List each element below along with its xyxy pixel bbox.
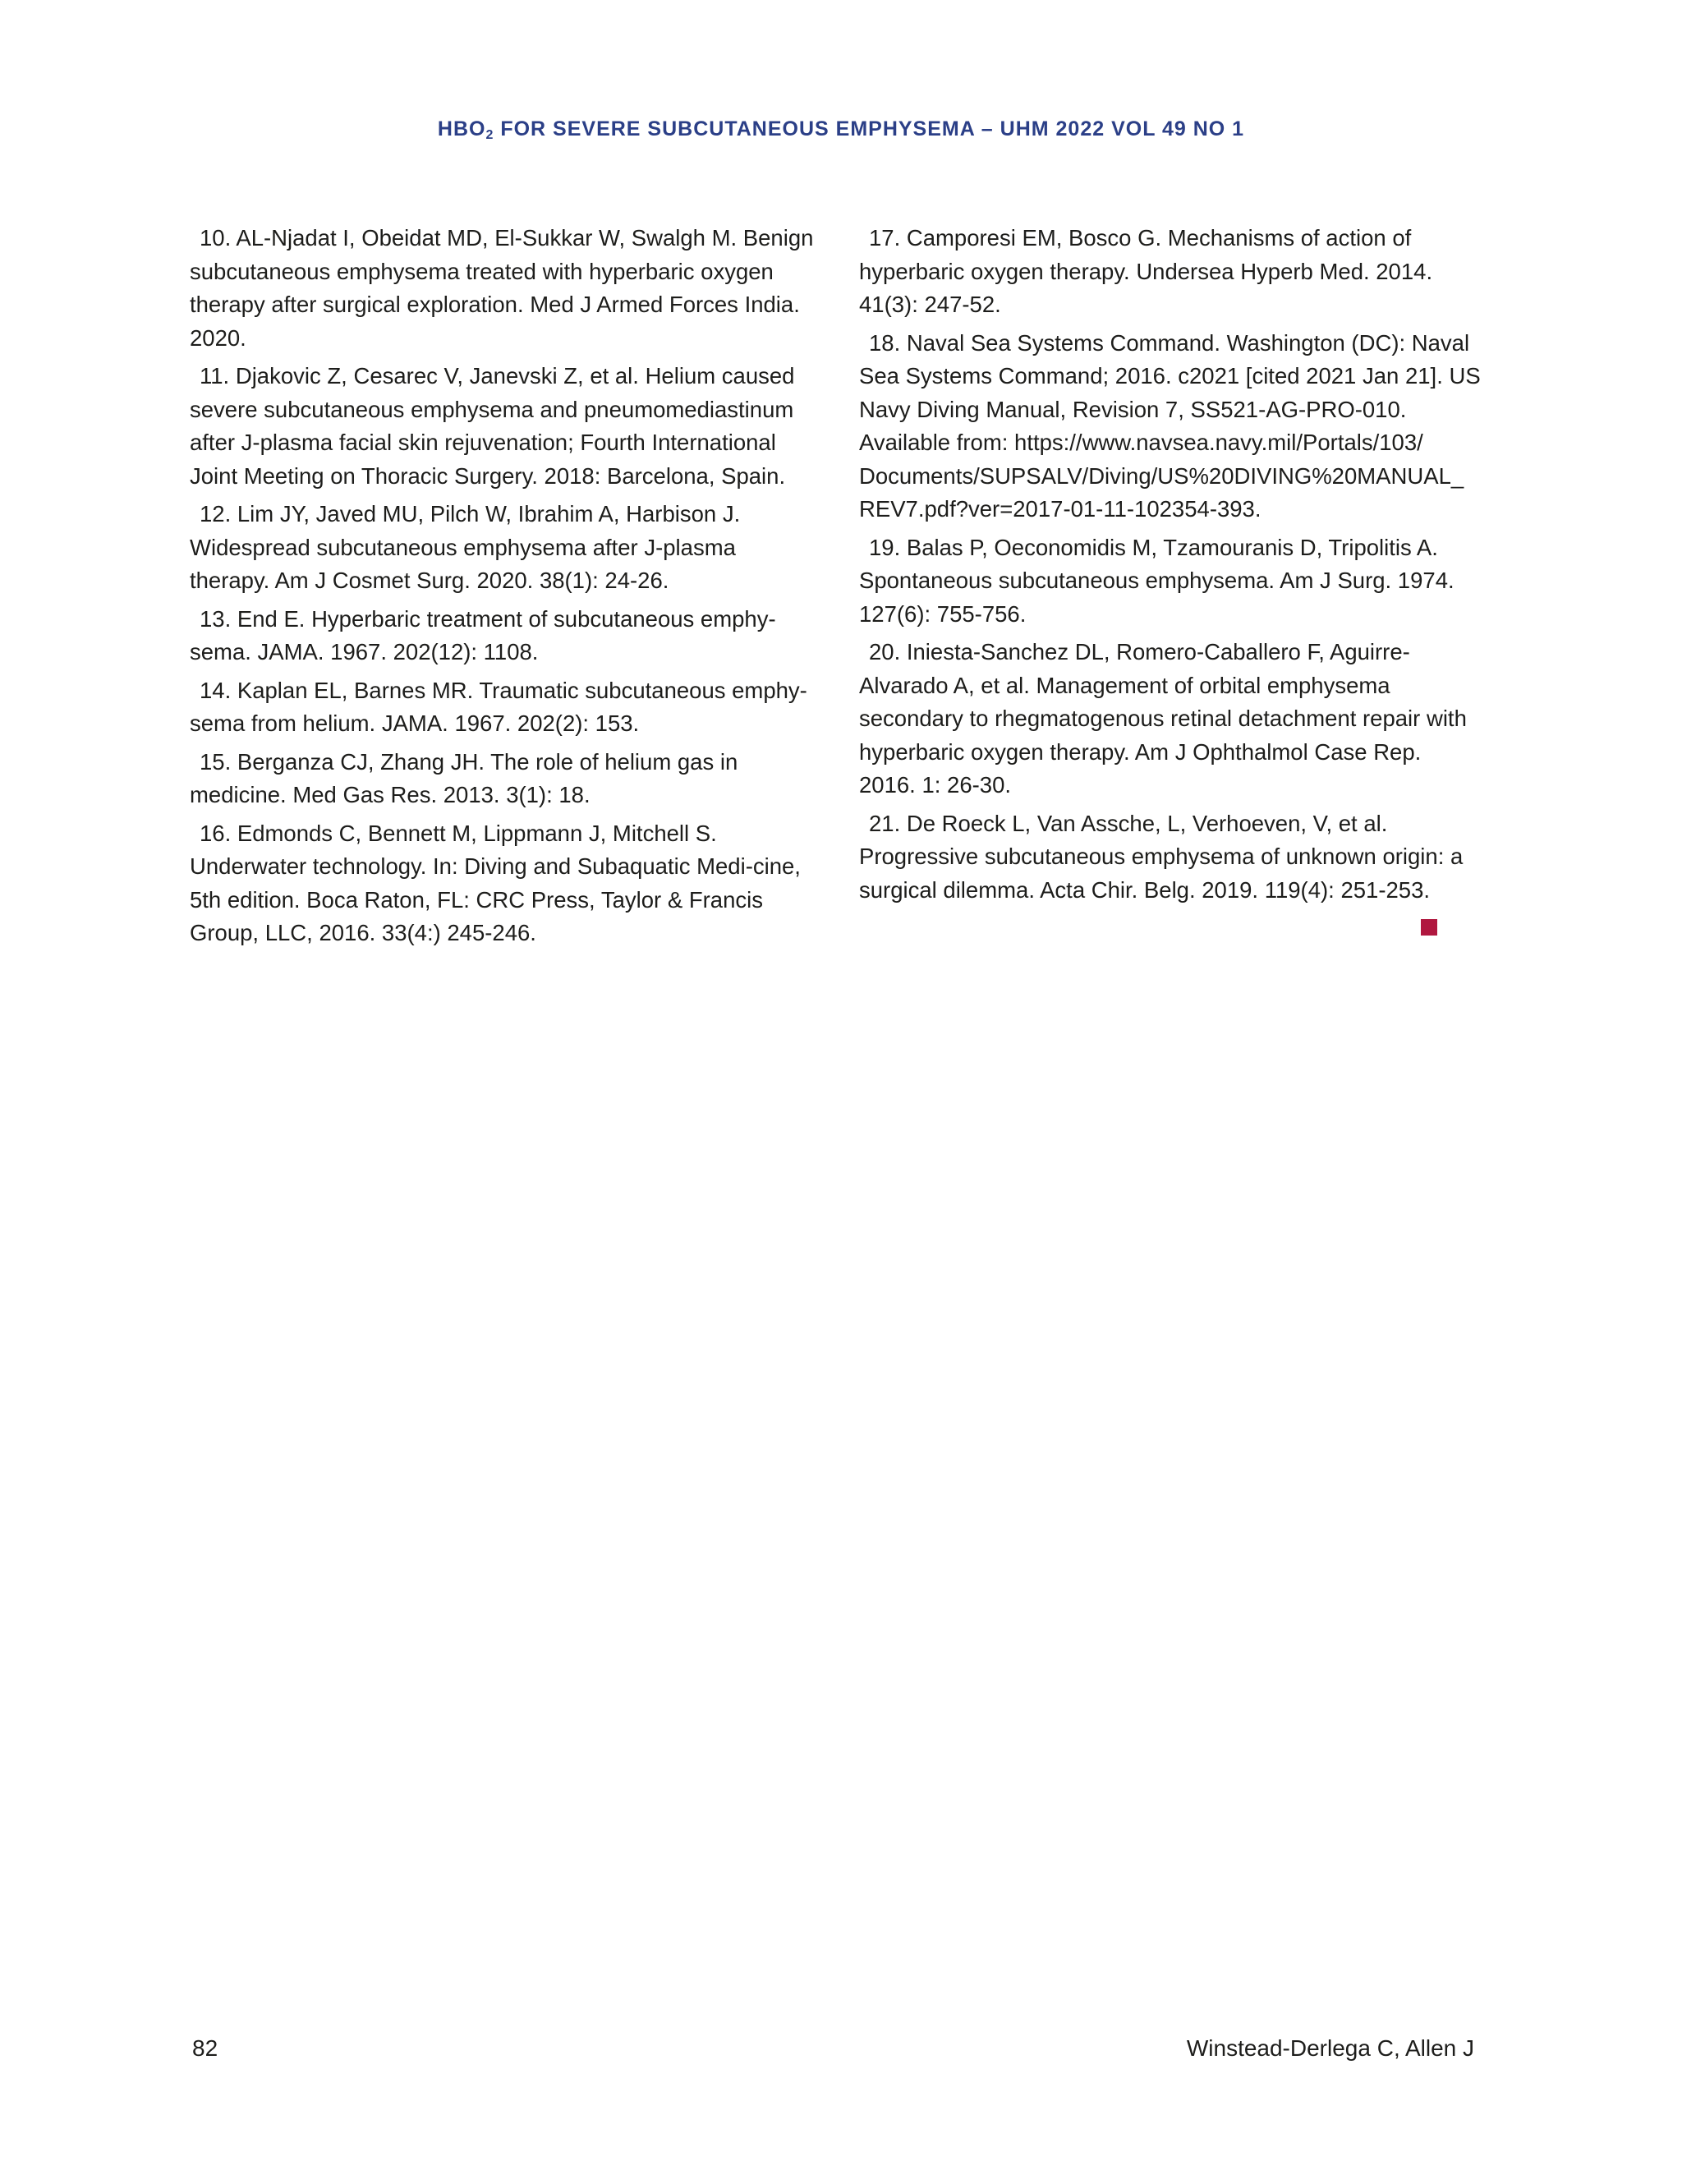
- page-number: 82: [192, 2035, 218, 2061]
- reference-item: 18. Naval Sea Systems Command. Washington (DC): Naval Sea Systems Command; 2016. c2021 [cited 2021 Jan 21]. US Navy Diving Manual, Revision 7, SS521-AG-PRO-010. Available from: https://www.navsea.navy.mil/Portals/103/ Documents/SUPSALV/Diving/US%20DIVING%20MANUAL_ REV7.pdf?ver=2017-01-11-102354-393.: [859, 329, 1481, 522]
- reference-item: 20. Iniesta-Sanchez DL, Romero-Caballero F, Aguirre-Alvarado A, et al. Management of orbital emphysema secondary to rhegmatogenous retinal detachment repair with hyperbaric oxygen therapy. Am J Ophthalmol Case Rep. 2016. 1: 26-30.: [859, 639, 1467, 798]
- running-head: [0, 117, 1682, 143]
- end-of-article-square-icon: [1421, 919, 1437, 936]
- references-right-column: [859, 222, 1483, 912]
- reference-item: 21. De Roeck L, Van Assche, L, Verhoeven, V, et al. Progressive subcutaneous emphysema of unknown origin: a surgical dilemma. Acta Chir. Belg. 2019. 119(4): 251-253.: [859, 810, 1464, 903]
- reference-item: 16. Edmonds C, Bennett M, Lippmann J, Mitchell S. Underwater technology. In: Diving and Subaquatic Medi-cine, 5th edition. Boca Raton, FL: CRC Press, Taylor & Francis Group, LLC, 2016. 33(4:) 245-246.: [190, 820, 801, 945]
- reference-item: 15. Berganza CJ, Zhang JH. The role of helium gas in medicine. Med Gas Res. 2013. 3(1): 18.: [190, 748, 738, 807]
- running-head-subscript: 2: [485, 128, 494, 142]
- running-head-prefix: HBO: [437, 117, 486, 140]
- reference-item: 17. Camporesi EM, Bosco G. Mechanisms of action of hyperbaric oxygen therapy. Undersea Hyperb Med. 2014. 41(3): 247-52.: [859, 225, 1433, 317]
- references-left-column: [190, 222, 814, 955]
- running-head-title: FOR SEVERE SUBCUTANEOUS EMPHYSEMA – UHM 2022 VOL 49 NO 1: [494, 117, 1245, 140]
- running-footer-authors: Winstead-Derlega C, Allen J: [1186, 2035, 1474, 2061]
- reference-item: 14. Kaplan EL, Barnes MR. Traumatic subcutaneous emphy-sema from helium. JAMA. 1967. 202(2): 153.: [190, 677, 807, 736]
- reference-item: 11. Djakovic Z, Cesarec V, Janevski Z, et al. Helium caused severe subcutaneous emphysema and pneumomediastinum after J-plasma facial skin rejuvenation; Fourth International Joint Meeting on Thoracic Surgery. 2018: Barcelona, Spain.: [190, 363, 795, 489]
- reference-item: 12. Lim JY, Javed MU, Pilch W, Ibrahim A, Harbison J. Widespread subcutaneous emphysema after J-plasma therapy. Am J Cosmet Surg. 2020. 38(1): 24-26.: [190, 501, 741, 593]
- reference-item: 19. Balas P, Oeconomidis M, Tzamouranis D, Tripolitis A. Spontaneous subcutaneous emphysema. Am J Surg. 1974. 127(6): 755-756.: [859, 534, 1455, 627]
- reference-item: 10. AL-Njadat I, Obeidat MD, El-Sukkar W, Swalgh M. Benign subcutaneous emphysema treated with hyperbaric oxygen therapy after surgical exploration. Med J Armed Forces India. 2020.: [190, 225, 814, 351]
- reference-item: 13. End E. Hyperbaric treatment of subcutaneous emphy-sema. JAMA. 1967. 202(12): 1108.: [190, 605, 776, 664]
